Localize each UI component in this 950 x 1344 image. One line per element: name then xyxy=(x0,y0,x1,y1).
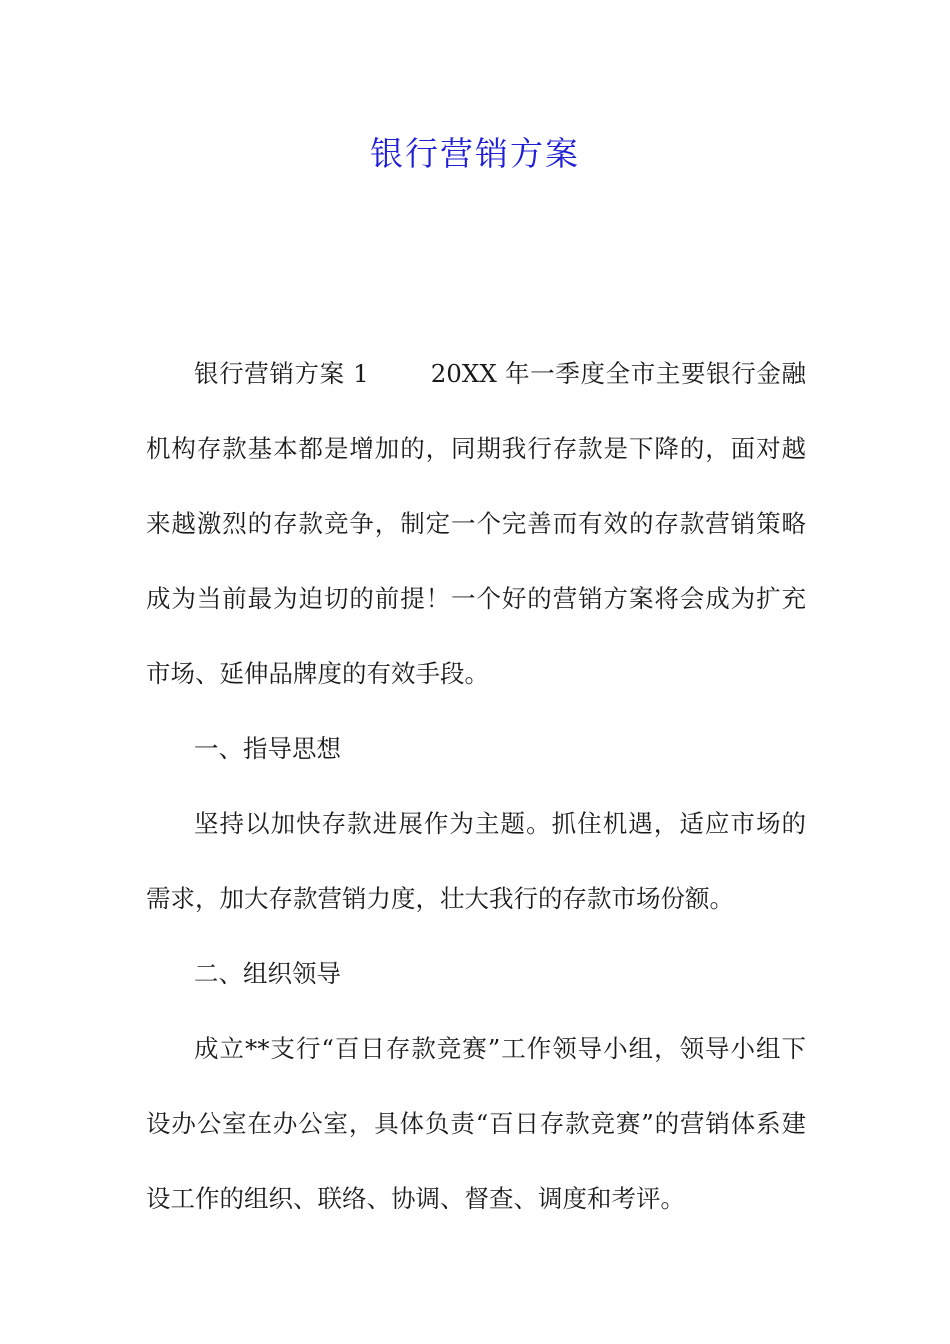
intro-text: 20XX 年一季度全市主要银行金融机构存款基本都是增加的，同期我行存款是下降的，面对越来越激烈的存款竞争，制定一个完善而有效的存款营销策略成为当前最为迫切的前提！一个好的营销方案将会成为扩充市场、延伸品牌度的有效手段。 xyxy=(146,359,806,688)
plan-heading: 银行营销方案 1 xyxy=(194,359,369,388)
organization-paragraph: 成立**支行“百日存款竞赛”工作领导小组，领导小组下设办公室在办公室，具体负责“百日存款竞赛”的营销体系建设工作的组织、联络、协调、督查、调度和考评。 xyxy=(146,1034,806,1213)
intro-paragraph xyxy=(146,336,806,711)
document-body xyxy=(146,336,806,1236)
section-heading-organization: 二、组织领导 xyxy=(194,959,341,988)
guiding-thought-paragraph: 坚持以加快存款进展作为主题。抓住机遇，适应市场的需求，加大存款营销力度，壮大我行的存款市场份额。 xyxy=(146,809,806,913)
document-title: 银行营销方案 xyxy=(370,134,580,173)
section-heading-guiding-thought: 一、指导思想 xyxy=(194,734,341,763)
